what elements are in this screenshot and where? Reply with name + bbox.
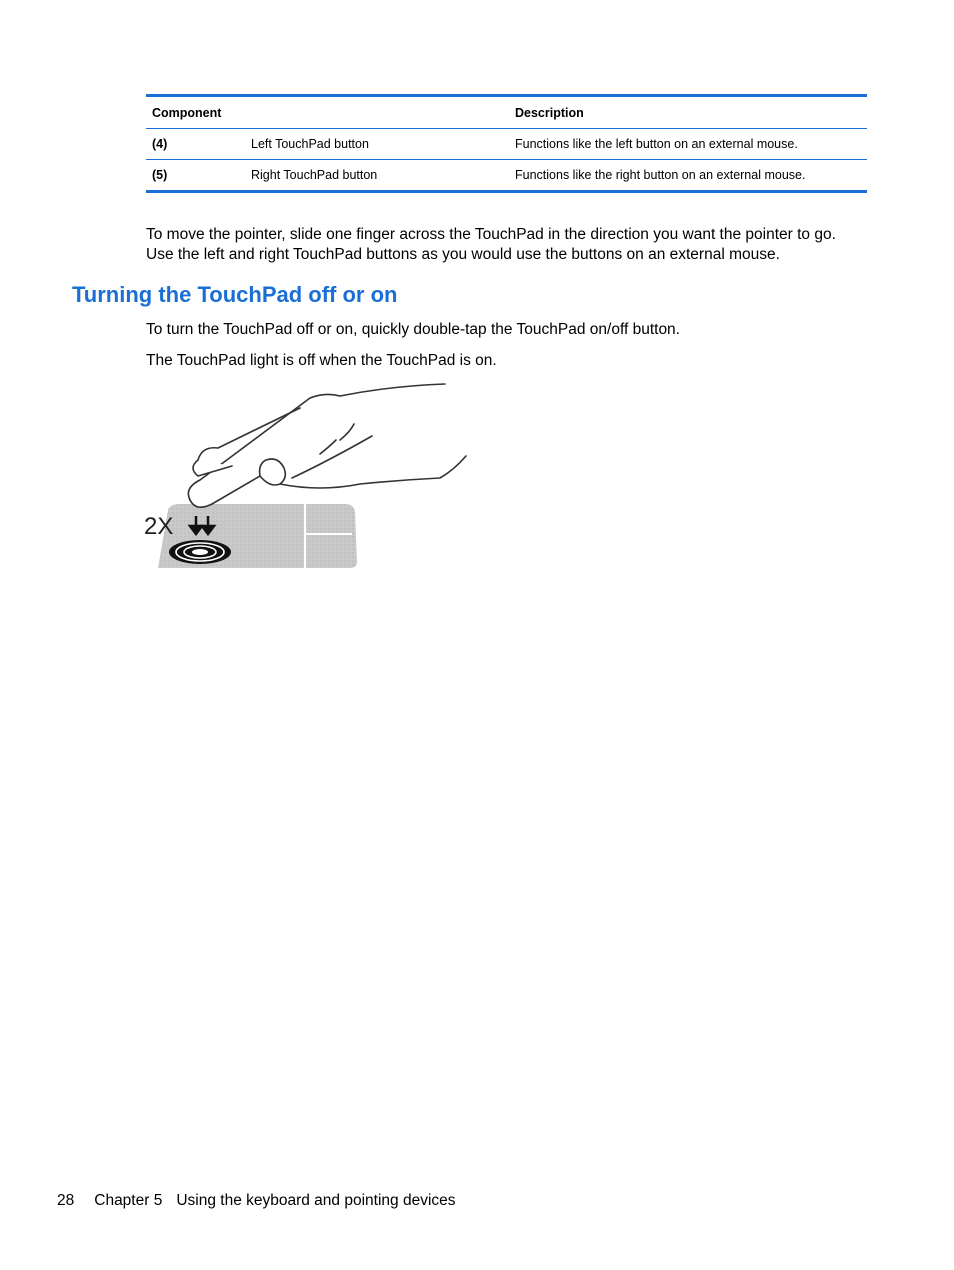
- table-row: [146, 129, 867, 159]
- header-description: Description: [515, 105, 584, 120]
- header-component: Component: [152, 105, 222, 120]
- toggle-instruction: To turn the TouchPad off or on, quickly double-tap the TouchPad on/off button.: [146, 321, 680, 338]
- row-description: Functions like the left button on an external mouse.: [515, 137, 798, 151]
- touchpad-double-tap-illustration: [140, 380, 480, 572]
- table-header-row: [146, 97, 867, 129]
- section-heading: Turning the TouchPad off or on: [72, 282, 398, 307]
- chapter-label: Chapter 5: [94, 1192, 163, 1209]
- pointer-line-1: To move the pointer, slide one finger across the TouchPad in the direction you want the pointer to go.: [146, 226, 836, 243]
- hand-tapping-icon: [140, 380, 480, 572]
- chapter-title: Using the keyboard and pointing devices: [176, 1192, 456, 1209]
- page-number: 28: [57, 1192, 75, 1209]
- tap-count-label: 2X: [144, 513, 174, 540]
- page-footer: [57, 1191, 476, 1211]
- component-table: [146, 94, 867, 193]
- light-note: The TouchPad light is off when the TouchPad is on.: [146, 352, 497, 369]
- pointer-line-2: Use the left and right TouchPad buttons as you would use the buttons on an external mouse.: [146, 246, 780, 263]
- row-component-name: Right TouchPad button: [251, 168, 378, 182]
- row-number: (5): [152, 168, 168, 182]
- row-component-name: Left TouchPad button: [251, 137, 369, 151]
- table-row: [146, 159, 867, 190]
- row-description: Functions like the right button on an external mouse.: [515, 168, 806, 182]
- pointer-paragraph: [146, 225, 876, 265]
- row-number: (4): [152, 137, 168, 151]
